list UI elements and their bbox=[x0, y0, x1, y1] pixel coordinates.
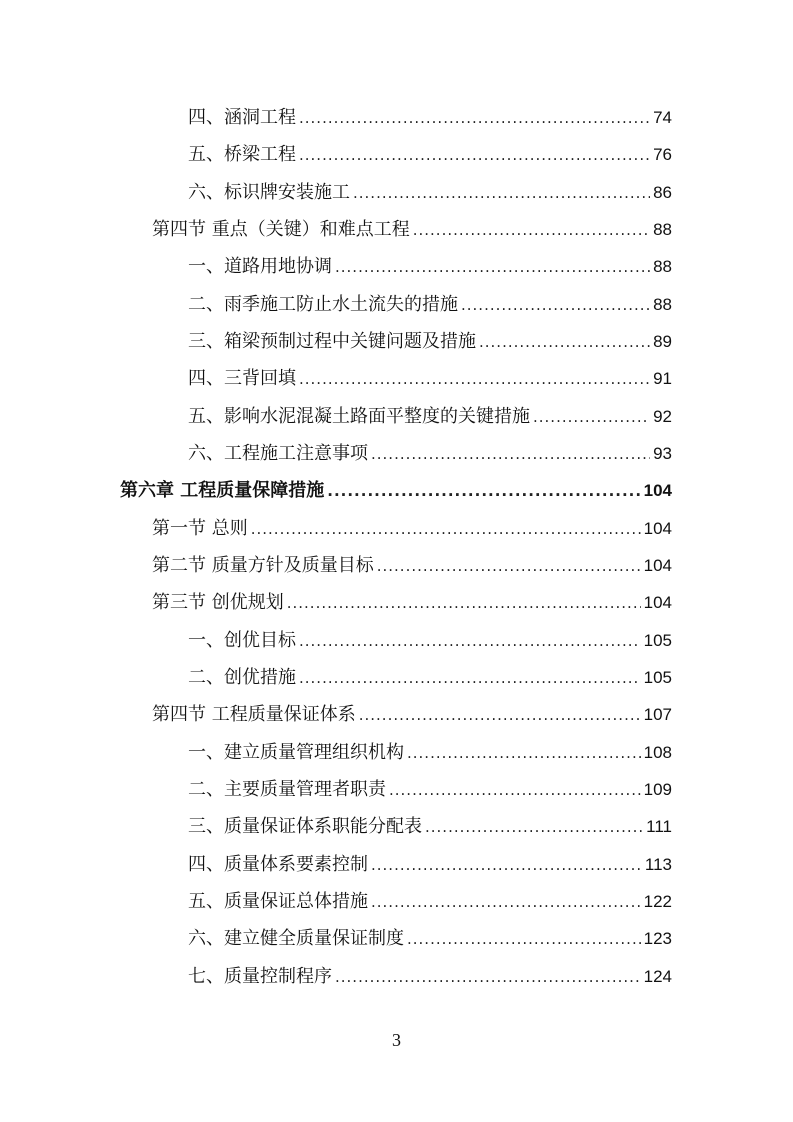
toc-entry[interactable] bbox=[188, 812, 672, 849]
toc-entry-label: 第二节 质量方针及质量目标 bbox=[152, 555, 374, 576]
toc-entry-page: 124 bbox=[643, 967, 672, 986]
toc-entry[interactable] bbox=[188, 290, 672, 327]
toc-leader-dots bbox=[371, 856, 642, 874]
toc-leader-dots bbox=[533, 408, 650, 426]
toc-leader-dots bbox=[287, 594, 641, 612]
toc-entry-page: 88 bbox=[653, 295, 672, 314]
toc-entry-page: 111 bbox=[646, 817, 672, 836]
toc-leader-dots bbox=[299, 632, 641, 650]
toc-entry-label: 第一节 总则 bbox=[152, 518, 248, 539]
toc-leader-dots bbox=[377, 557, 641, 575]
toc-entry-label: 六、工程施工注意事项 bbox=[188, 443, 368, 464]
toc-entry-label: 二、雨季施工防止水土流失的措施 bbox=[188, 294, 458, 315]
toc-leader-dots bbox=[251, 520, 641, 538]
toc-entry[interactable] bbox=[152, 588, 672, 625]
toc-entry[interactable] bbox=[188, 103, 672, 140]
toc-chapter-entry[interactable] bbox=[120, 476, 672, 513]
toc-leader-dots bbox=[407, 930, 641, 948]
toc-entry-page: 89 bbox=[653, 332, 672, 351]
toc-leader-dots bbox=[461, 296, 650, 314]
toc-entry[interactable] bbox=[188, 402, 672, 439]
toc-leader-dots bbox=[413, 221, 650, 239]
toc-entry[interactable] bbox=[188, 439, 672, 476]
toc-leader-dots bbox=[335, 258, 650, 276]
toc-entry[interactable] bbox=[188, 327, 672, 364]
toc-entry[interactable] bbox=[188, 962, 672, 999]
toc-entry-label: 四、三背回填 bbox=[188, 368, 296, 389]
toc-entry-label: 三、质量保证体系职能分配表 bbox=[188, 816, 422, 837]
toc-leader-dots bbox=[389, 781, 641, 799]
toc-leader-dots bbox=[407, 744, 641, 762]
toc-entry-page: 108 bbox=[643, 743, 672, 762]
toc-entry-label: 七、质量控制程序 bbox=[188, 966, 332, 987]
toc-entry-page: 104 bbox=[643, 593, 672, 612]
toc-entry-page: 107 bbox=[643, 705, 672, 724]
toc-entry[interactable] bbox=[152, 215, 672, 252]
toc-entry-page: 91 bbox=[653, 369, 672, 388]
toc-leader-dots bbox=[353, 184, 650, 202]
toc-entry-label: 二、创优措施 bbox=[188, 667, 296, 688]
toc-leader-dots bbox=[299, 669, 641, 687]
toc-entry[interactable] bbox=[188, 626, 672, 663]
toc-entry-label: 第四节 工程质量保证体系 bbox=[152, 704, 356, 725]
toc-entry-label: 六、标识牌安装施工 bbox=[188, 182, 350, 203]
toc-entry-label: 一、建立质量管理组织机构 bbox=[188, 742, 404, 763]
toc-entry-label: 一、创优目标 bbox=[188, 630, 296, 651]
toc-leader-dots bbox=[335, 968, 641, 986]
toc-entry[interactable] bbox=[188, 850, 672, 887]
toc-entry[interactable] bbox=[188, 178, 672, 215]
toc-leader-dots bbox=[299, 146, 650, 164]
toc-entry-label: 二、主要质量管理者职责 bbox=[188, 779, 386, 800]
toc-entry-label: 一、道路用地协调 bbox=[188, 256, 332, 277]
toc-entry[interactable] bbox=[188, 738, 672, 775]
toc-entry-label: 五、桥梁工程 bbox=[188, 144, 296, 165]
page-number: 3 bbox=[392, 1030, 401, 1050]
toc-entry[interactable] bbox=[188, 252, 672, 289]
toc-entry-label: 四、涵洞工程 bbox=[188, 107, 296, 128]
toc-entry-page: 113 bbox=[644, 855, 672, 874]
toc-entry-page: 74 bbox=[653, 108, 672, 127]
toc-leader-dots bbox=[425, 818, 643, 836]
toc-entry-label: 五、影响水泥混凝土路面平整度的关键措施 bbox=[188, 406, 530, 427]
toc-entry-page: 105 bbox=[643, 668, 672, 687]
toc-entry[interactable] bbox=[152, 700, 672, 737]
toc-entry-page: 86 bbox=[653, 183, 672, 202]
toc-entry-page: 104 bbox=[643, 556, 672, 575]
toc-entry-page: 105 bbox=[643, 631, 672, 650]
toc-entry-page: 104 bbox=[643, 519, 672, 538]
toc-leader-dots bbox=[299, 109, 650, 127]
toc-entry-page: 122 bbox=[643, 892, 672, 911]
toc-entry[interactable] bbox=[152, 514, 672, 551]
toc-entry-label: 第三节 创优规划 bbox=[152, 592, 284, 613]
toc-entry[interactable] bbox=[188, 924, 672, 961]
toc-entry-label: 六、建立健全质量保证制度 bbox=[188, 928, 404, 949]
toc-entry-page: 123 bbox=[643, 929, 672, 948]
toc-entry[interactable] bbox=[188, 775, 672, 812]
toc-entry-page: 93 bbox=[653, 444, 672, 463]
toc-entry-page: 76 bbox=[653, 145, 672, 164]
toc-entry[interactable] bbox=[188, 887, 672, 924]
toc-leader-dots bbox=[371, 893, 641, 911]
toc-entry[interactable] bbox=[188, 140, 672, 177]
toc-entry[interactable] bbox=[152, 551, 672, 588]
toc-entry-page: 109 bbox=[643, 780, 672, 799]
toc-entry-label: 第六章 工程质量保障措施 bbox=[120, 480, 325, 501]
toc-leader-dots bbox=[299, 370, 650, 388]
toc-entry-label: 五、质量保证总体措施 bbox=[188, 891, 368, 912]
toc-entry-page: 88 bbox=[653, 220, 672, 239]
toc-leader-dots bbox=[479, 333, 650, 351]
toc-entry-page: 88 bbox=[653, 257, 672, 276]
toc-entry[interactable] bbox=[188, 663, 672, 700]
toc-leader-dots bbox=[359, 706, 641, 724]
toc-leader-dots bbox=[371, 445, 650, 463]
toc-entry-label: 第四节 重点（关键）和难点工程 bbox=[152, 219, 410, 240]
toc-entry[interactable] bbox=[188, 364, 672, 401]
toc-entry-label: 四、质量体系要素控制 bbox=[188, 854, 368, 875]
toc-entry-page: 104 bbox=[643, 481, 672, 500]
toc-entry-label: 三、箱梁预制过程中关键问题及措施 bbox=[188, 331, 476, 352]
toc-entry-page: 92 bbox=[653, 407, 672, 426]
toc-leader-dots bbox=[327, 482, 640, 500]
